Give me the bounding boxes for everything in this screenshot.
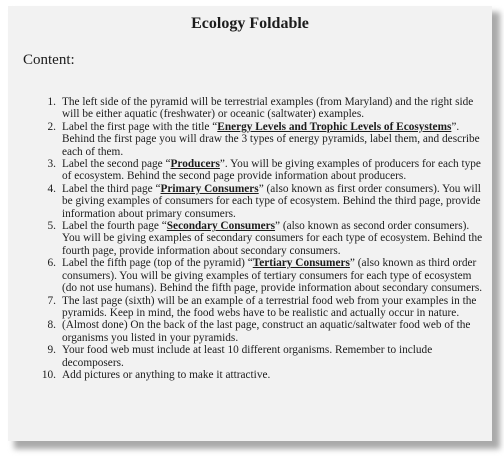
list-item-text: The left side of the pyramid will be terrestrial examples (from Maryland) and the right side will be either aquatic (freshwater) or oceanic (saltwater) examples. bbox=[62, 96, 474, 121]
page-label-title: Energy Levels and Trophic Levels of Ecosystems bbox=[217, 120, 452, 133]
list-item-number: 3. bbox=[47, 158, 56, 171]
list-item bbox=[32, 158, 484, 183]
list-item bbox=[32, 96, 484, 121]
instruction-list bbox=[32, 96, 484, 381]
list-item bbox=[32, 295, 484, 320]
list-item-number: 6. bbox=[47, 257, 56, 270]
list-item bbox=[32, 121, 484, 158]
list-item-text: Label the third page “ bbox=[62, 182, 161, 195]
list-item bbox=[32, 344, 484, 369]
list-item-text: Label the fourth page “ bbox=[62, 220, 167, 233]
page-label-title: Tertiary Consumers bbox=[252, 257, 350, 270]
list-item-number: 4. bbox=[47, 182, 56, 195]
list-item-text: ” (also known as first order consumers). You will be giving examples of consumers for each type of ecosystem. Behind the third page, provide information about primary consumers. bbox=[62, 182, 481, 220]
list-item bbox=[32, 319, 484, 344]
list-item-text: ”. You will be giving examples of producers for each type of ecosystem. Behind the second page provide information about producers. bbox=[62, 158, 481, 183]
list-item-text: ” (also known as second order consumers). You will be giving examples of secondary consumers for each type of ecosystem. Behind the fourth page, provide information about secondary consumers. bbox=[62, 220, 483, 257]
list-item-text: ” (also known as third order consumers). You will be giving examples of tertiary consumers for each type of ecosystem (do not use humans). Behind the fifth page, provide information about secondary consumers. bbox=[62, 257, 483, 295]
list-item-text: (Almost done) On the back of the last page, construct an aquatic/saltwater food web of the organisms you listed in your pyramids. bbox=[62, 319, 471, 344]
list-item bbox=[32, 220, 484, 257]
list-item bbox=[32, 369, 484, 381]
list-item-text: Add pictures or anything to make it attractive. bbox=[62, 368, 271, 381]
list-item bbox=[32, 183, 484, 220]
list-item-text: Your food web must include at least 10 different organisms. Remember to include decomposers. bbox=[62, 344, 433, 369]
list-item-text: Label the second page “ bbox=[62, 158, 171, 171]
list-item-number: 7. bbox=[47, 294, 56, 307]
list-item-text: The last page (sixth) will be an example of a terrestrial food web from your examples in the pyramids. Keep in mind, the food webs have to be realistic and actually occur in nature. bbox=[62, 294, 477, 319]
list-item-number: 10. bbox=[41, 368, 56, 381]
list-item bbox=[32, 257, 484, 294]
list-item-number: 1. bbox=[47, 96, 56, 108]
document-page bbox=[8, 6, 492, 441]
list-item-text: ”. Behind the first page you will draw the 3 types of energy pyramids, label them, and describe each of them. bbox=[62, 120, 480, 158]
list-item-number: 8. bbox=[47, 319, 56, 332]
page-label-title: Producers bbox=[170, 158, 220, 171]
page-label-title: Primary Consumers bbox=[160, 182, 259, 195]
list-item-number: 2. bbox=[47, 120, 56, 133]
list-item-text: Label the fifth page (top of the pyramid) “ bbox=[62, 257, 253, 270]
page-label-title: Secondary Consumers bbox=[166, 220, 276, 233]
list-item-text: Label the first page with the title “ bbox=[62, 120, 218, 133]
document-title: Ecology Foldable bbox=[191, 15, 309, 32]
content-heading: Content: bbox=[23, 52, 75, 68]
list-item-number: 5. bbox=[47, 220, 56, 233]
list-item-number: 9. bbox=[47, 344, 56, 357]
